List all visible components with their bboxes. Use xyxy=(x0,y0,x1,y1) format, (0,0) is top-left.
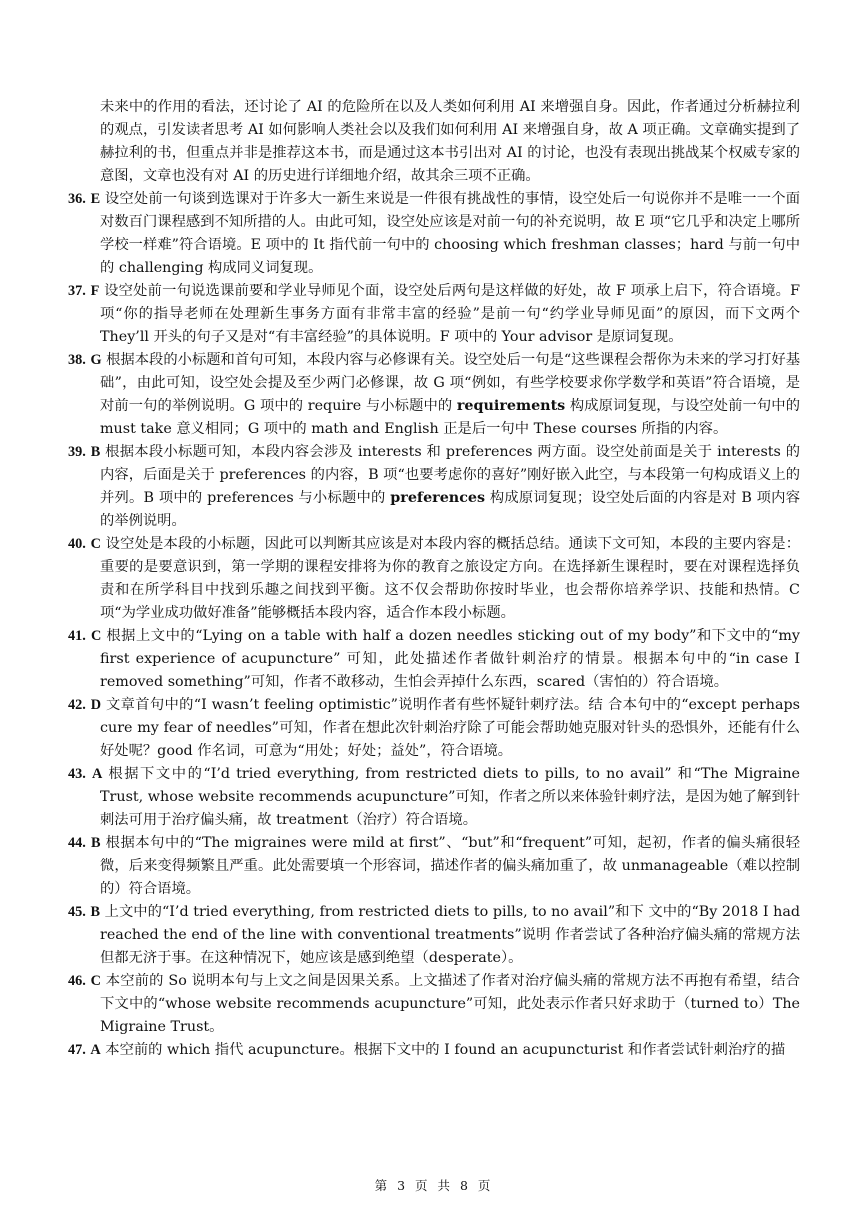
explanation-segment: 上文中的“I’d tried everything, from restricted diets to pills, to no avail”和下 文中的“By 2018 I had reached the end of the line with conventional treatments”说明 作者尝试了各种治疗偏头痛的常规方法但都无济于事。在这种情况下，她应该是感到绝望（desperate）。 xyxy=(100,904,801,966)
question-number: 43. xyxy=(68,766,86,782)
answer-item xyxy=(68,625,800,694)
continued-paragraph: 未来中的作用的看法，还讨论了 AI 的危险所在以及人类如何利用 AI 来增强自身。因此，作者通过分析赫拉利的观点，引发读者思考 AI 如何影响人类社会以及我们如何利用 AI 来增强自身，故 A 项正确。文章确实提到了赫拉利的书，但重点并非是推荐这本书，而是通过这本书引出对 AI 的讨论，也没有表现出挑战某个权威专家的意图，文章也没有对 AI 的历史进行详细地介绍，故其余三项不正确。 xyxy=(100,99,800,184)
answer-letter: D xyxy=(90,697,102,713)
answer-item xyxy=(68,349,800,441)
explanation-text xyxy=(100,697,800,759)
explanation-segment: 构成原词复现，与设空处前一句中的 must take 意义相同；G 项中的 math and English 正是后一句中 These courses 所指的内容。 xyxy=(100,398,800,437)
answer-item xyxy=(68,1039,800,1062)
explanation-segment: 文章首句中的“I wasn’t feeling optimistic”说明作者有些怀疑针刺疗法。结 合本句中的“except perhaps cure my fear of needles”可知，作者在想此次针刺治疗除了可能会帮助她克服对针头的恐惧外，还能有什么好处呢？good 作名词，可意为“用处；好处；益处”，符合语境。 xyxy=(100,697,800,759)
explanation-text xyxy=(100,191,800,276)
explanation-text xyxy=(100,904,800,966)
explanation-text xyxy=(100,352,800,437)
explanation-segment: 设空处是本段的小标题，因此可以判断其应该是对本段内容的概括总结。通读下文可知，本段的主要内容是：重要的是要意识到，第一学期的课程安排将为你的教育之旅设定方向。在选择新生课程时，要在对课程选择负责和在所学科目中找到乐趣之间找到平衡。这不仅会帮助你按时毕业，也会帮你培养学识、技能和热情。C 项“为学业成功做好准备”能够概括本段内容，适合作本段小标题。 xyxy=(100,536,800,621)
answer-item xyxy=(68,694,800,763)
explanation-segment: 根据上文中的“Lying on a table with half a dozen needles sticking out of my body”和下文中的“my first experience of acupuncture” 可知，此处描述作者做针刺治疗的情景。根据本句中的“in case I removed something”可知，作者不敢移动，生怕会弄掉什么东西，scared（害怕的）符合语境。 xyxy=(100,628,800,690)
explanation-segment: 根据下文中的“I’d tried everything, from restricted diets to pills, to no avail” 和“The Migraine Trust, whose website recommends acupuncture”可知，作者之所以来体验针刺疗法，是因为她了解到针刺法可用于治疗偏头痛，故 treatment（治疗）符合语境。 xyxy=(100,766,801,828)
question-number: 39. xyxy=(68,444,86,460)
explanation-segment: 根据本段的小标题和首句可知，本段内容与必修课有关。设空处后一句是“这些课程会帮你为未来的学习打好基础”，由此可知，设空处会提及至少两门必修课，故 G 项“例如，有些学校要求你学数学和英语”符合语境，是对前一句的举例说明。G 项中的 require 与小标题中的 xyxy=(100,352,801,414)
answer-letter: E xyxy=(90,191,101,207)
emphasized-keyword: requirements xyxy=(456,398,566,414)
question-number: 42. xyxy=(68,697,86,713)
answer-explanations xyxy=(68,96,800,1062)
explanation-segment: 构成原词复现；设空处后面的内容是对 B 项内容的举例说明。 xyxy=(100,490,800,529)
question-number: 41. xyxy=(68,628,86,644)
page-footer: 第 3 页 共 8 页 xyxy=(374,1178,494,1193)
explanation-text xyxy=(99,283,800,345)
answer-item xyxy=(68,970,800,1039)
explanation-segment: 设空处前一句说选课前要和学业导师见个面，设空处后两句是这样做的好处，故 F 项承上启下，符合语境。F 项“你的指导老师在处理新生事务方面有非常丰富的经验”是前一句“约学业导师见面”的原因，而下文两个 They’ll 开头的句子又是对“有丰富经验”的具体说明。F 项中的 Your advisor 是原词复现。 xyxy=(100,283,801,345)
answer-letter: A xyxy=(91,766,103,782)
explanation-segment: 本空前的 So 说明本句与上文之间是因果关系。上文描述了作者对治疗偏头痛的常规方法不再抱有希望，结合下文中的“whose website recommends acupuncture”可知，此处表示作者只好求助于（turned to）The Migraine Trust。 xyxy=(100,973,801,1035)
answer-item xyxy=(68,533,800,625)
explanation-segment: 根据本句中的“The migraines were mild at first”、“but”和“frequent”可知，起初，作者的偏头痛很轻微，后来变得频繁且严重。此处需要填一个形容词，描述作者的偏头痛加重了，故 unmanageable（难以控制的）符合语境。 xyxy=(100,835,801,897)
question-number: 36. xyxy=(68,191,86,207)
question-number: 38. xyxy=(68,352,86,368)
answer-letter: B xyxy=(90,444,101,460)
answer-letter: B xyxy=(90,904,101,920)
emphasized-keyword: preferences xyxy=(390,490,486,506)
explanation-segment: 本空前的 which 指代 acupuncture。根据下文中的 I found an acupuncturist 和作者尝试针刺治疗的描 xyxy=(105,1042,786,1058)
answer-letter: C xyxy=(90,536,101,552)
answer-item xyxy=(68,901,800,970)
answer-item xyxy=(68,441,800,533)
explanation-text xyxy=(100,444,800,529)
explanation-segment: 设空处前一句谈到选课对于许多大一新生来说是一件很有挑战性的事情，设空处后一句说你并不是唯一一个面对数百门课程感到不知所措的人。由此可知，设空处应该是对前一句的补充说明，故 E 项“它几乎和决定上哪所学校一样难”符合语境。E 项中的 It 指代前一句中的 choosing which freshman classes；hard 与前一句中的 challenging 构成同义词复现。 xyxy=(100,191,800,276)
answer-letter: F xyxy=(90,283,100,299)
answer-item xyxy=(68,763,800,832)
question-number: 46. xyxy=(68,973,86,989)
answer-letter: C xyxy=(90,628,102,644)
answer-letter: B xyxy=(90,835,101,851)
question-number: 45. xyxy=(68,904,86,920)
question-number: 44. xyxy=(68,835,86,851)
answer-item xyxy=(68,280,800,349)
explanation-text xyxy=(100,835,800,897)
question-number: 47. xyxy=(68,1042,86,1058)
explanation-segment: 根据本段小标题可知，本段内容会涉及 interests 和 preferences 两方面。设空处前面是关于 interests 的内容，后面是关于 preferences 的内容，B 项“也要考虑你的喜好”刚好嵌入此空，与本段第一句构成语义上的并列。B 项中的 preferences 与小标题中的 xyxy=(100,444,800,506)
explanation-text xyxy=(101,1042,785,1058)
explanation-text xyxy=(100,628,800,690)
question-number: 40. xyxy=(68,536,86,552)
answer-letter: A xyxy=(90,1042,101,1058)
answer-list xyxy=(68,188,800,1062)
explanation-text xyxy=(100,766,800,828)
answer-item xyxy=(68,832,800,901)
explanation-text xyxy=(100,973,800,1035)
answer-letter: C xyxy=(90,973,101,989)
answer-item xyxy=(68,188,800,280)
answer-letter: G xyxy=(90,352,102,368)
question-number: 37. xyxy=(68,283,86,299)
explanation-text xyxy=(100,536,800,621)
